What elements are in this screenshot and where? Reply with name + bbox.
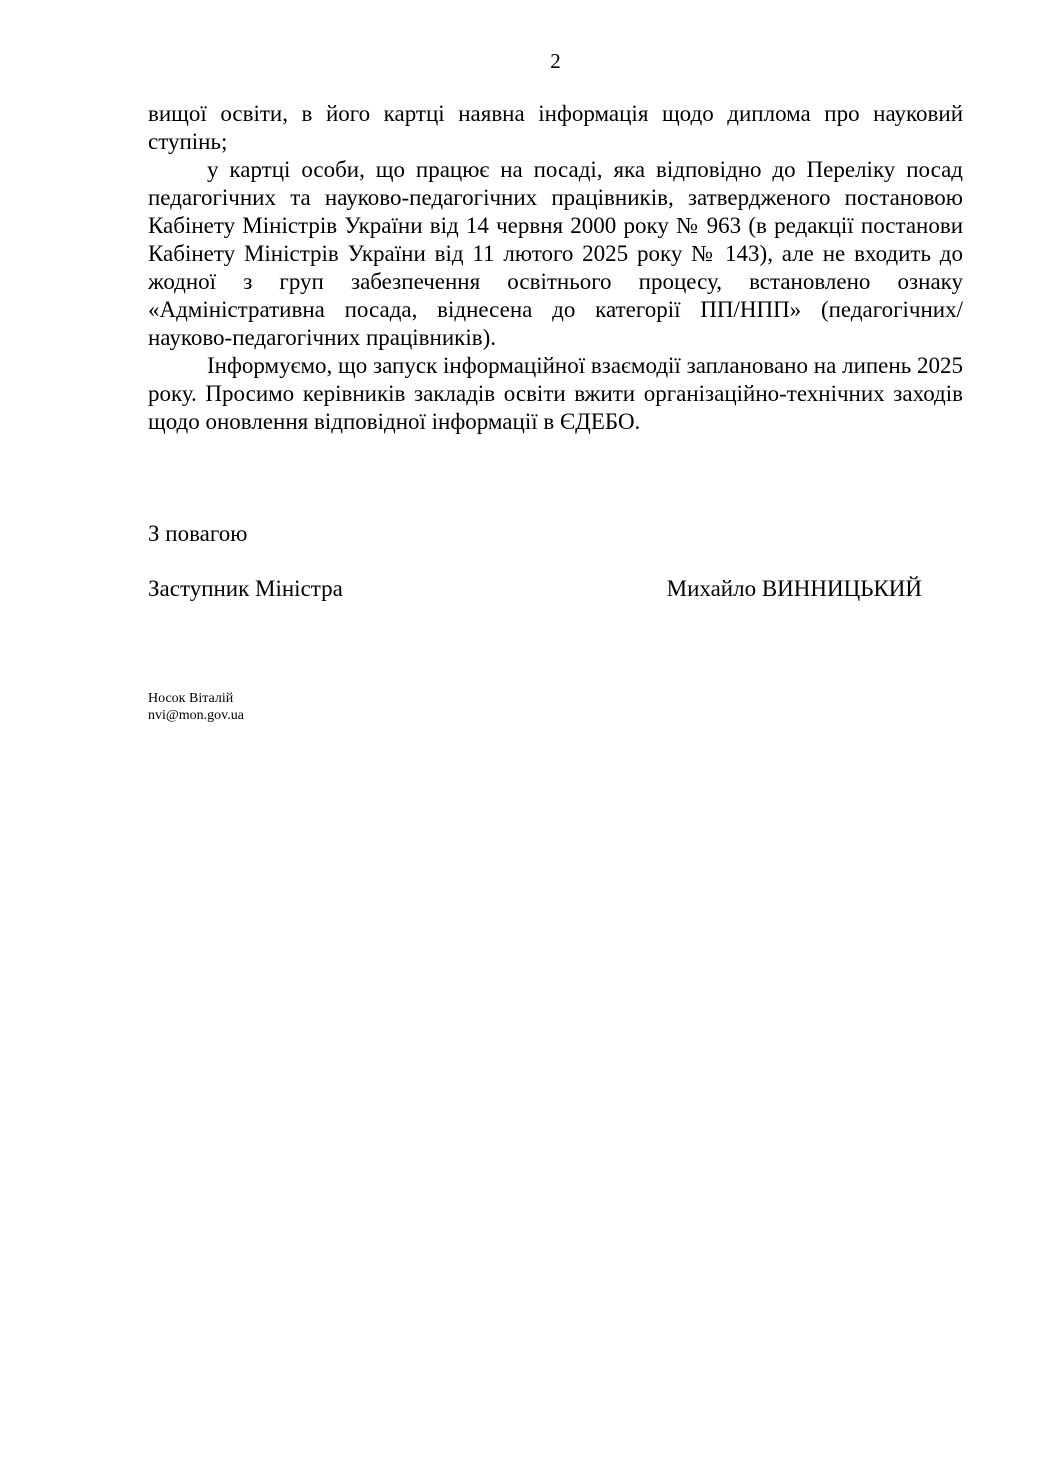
signature-row xyxy=(148,575,963,603)
letter-body xyxy=(148,100,963,436)
executor-contact-block xyxy=(148,690,963,724)
closing-salutation: З повагою xyxy=(148,521,248,546)
executor-name: Носок Віталій xyxy=(148,691,234,706)
signer-name: Михайло ВИННИЦЬКИЙ xyxy=(666,576,922,601)
body-paragraph: у картці особи, що працює на посаді, яка відповідно до Переліку посад педагогічних та науково-педагогічних працівників, затвердженого постановою Кабінету Міністрів України від 14 червня 2000 року № 963 (в редакції постанови Кабінету Міністрів України від 11 лютого 2025 року № 143), але не входить до жодної з груп забезпечення освітнього процесу, встановлено ознаку «Адміністративна посада, віднесена до категорії ПП/НПП» (педагогічних/науково-педагогічних працівників). xyxy=(148,157,963,350)
body-paragraph: Інформуємо, що запуск інформаційної взаємодії заплановано на липень 2025 року. Просимо керівників закладів освіти вжити організаційно-технічних заходів щодо оновлення відповідної інформації в ЄДЕБО. xyxy=(148,353,963,434)
signer-title: Заступник Міністра xyxy=(148,576,343,601)
executor-email: nvi@mon.gov.ua xyxy=(148,708,244,723)
page-number: 2 xyxy=(550,49,561,73)
body-paragraph-continuation: вищої освіти, в його картці наявна інформація щодо диплома про науковий ступінь; xyxy=(148,101,963,154)
